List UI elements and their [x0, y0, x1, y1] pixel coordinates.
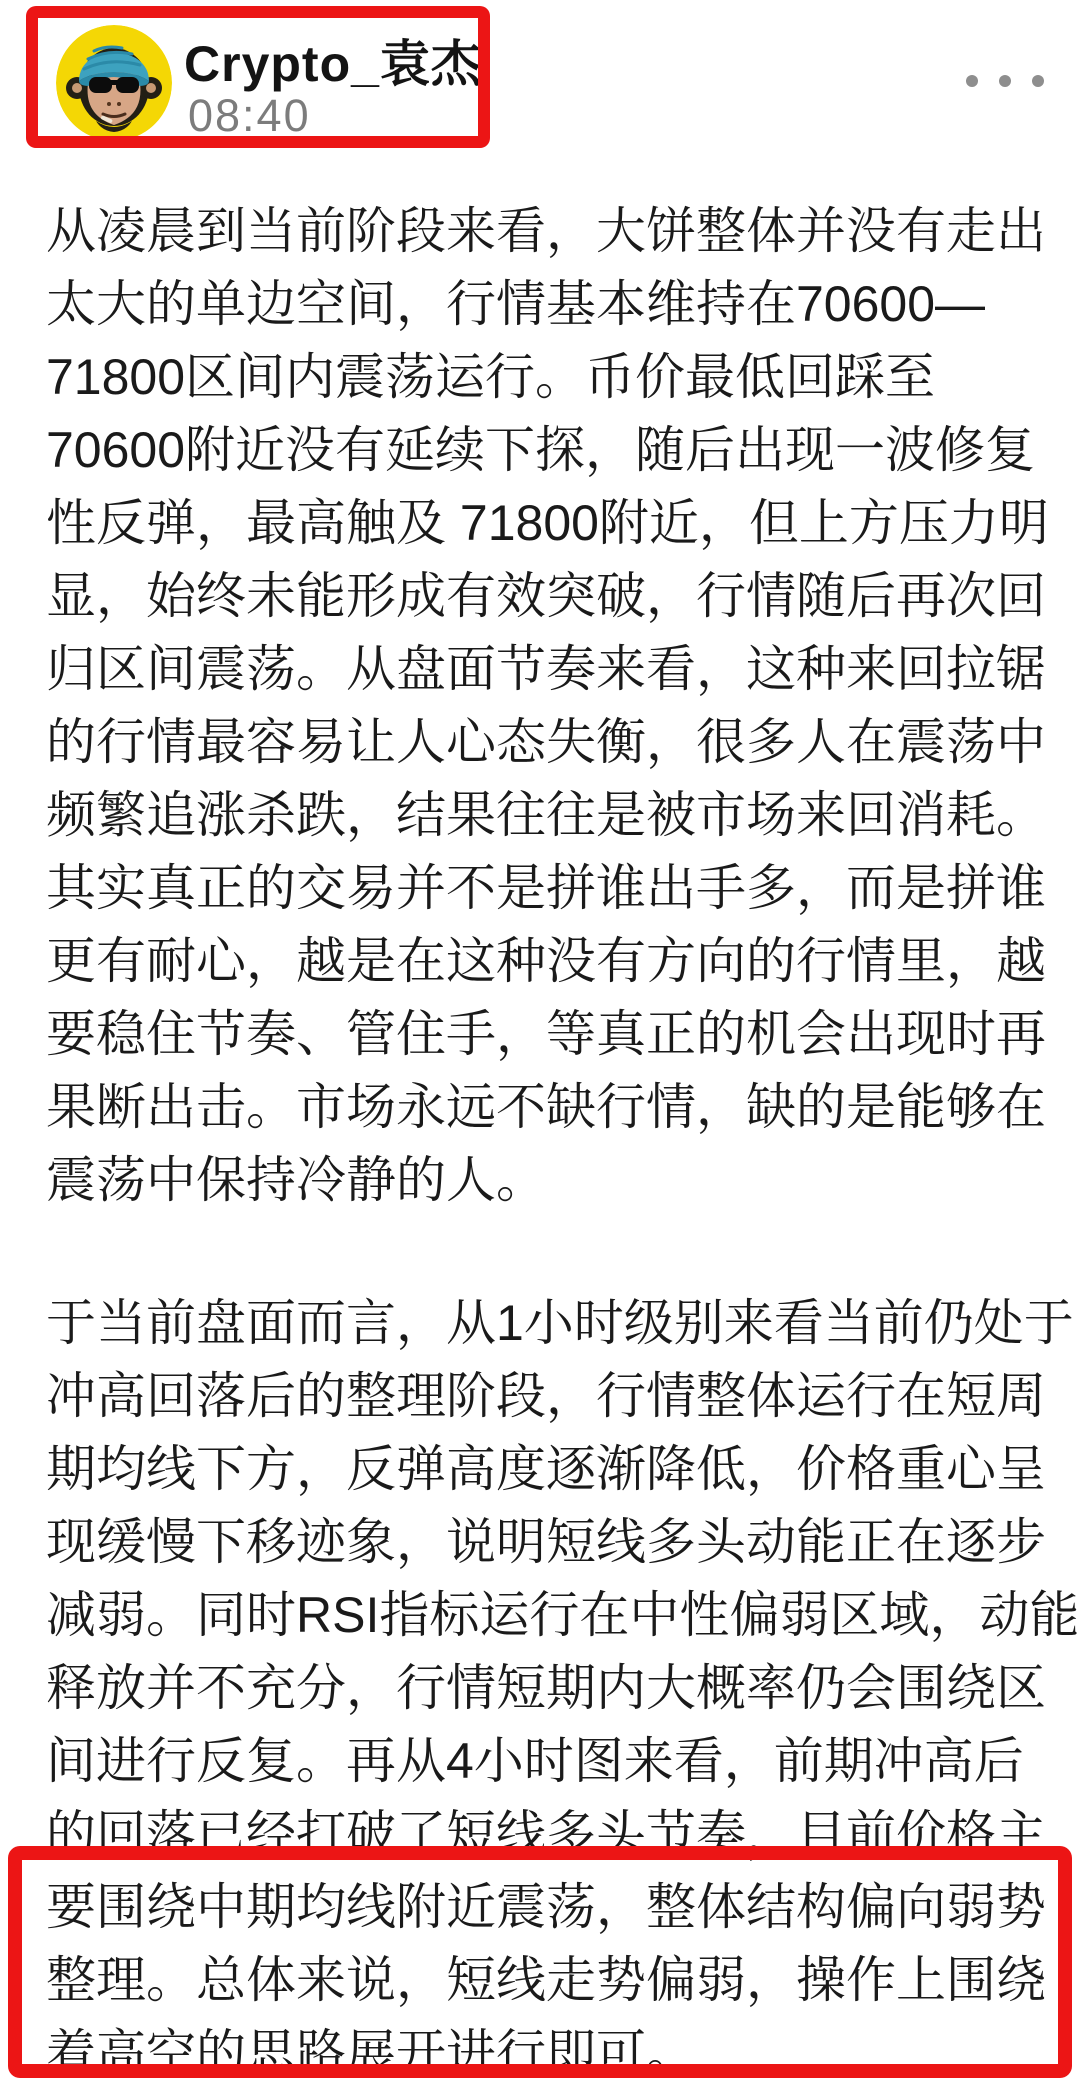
more-horizontal-icon — [999, 75, 1011, 87]
text-line: 性反弹，最高触及 71800附近，但上方压力明 — [46, 495, 1049, 551]
text-line: 太大的单边空间，行情基本维持在70600— — [46, 276, 986, 332]
avatar[interactable] — [56, 25, 172, 141]
paragraph-market-review — [46, 195, 1049, 1217]
text-line: 从凌晨到当前阶段来看，大饼整体并没有走出 — [46, 203, 1046, 259]
monkey-avatar-icon — [56, 25, 172, 141]
text-line: 归区间震荡。从盘面节奏来看，这种来回拉锯 — [46, 641, 1046, 697]
text-line: 期均线下方，反弹高度逐渐降低，价格重心呈 — [46, 1441, 1046, 1497]
text-line: 间进行反复。再从4小时图来看，前期冲高后 — [46, 1733, 1024, 1789]
text-line: 的回落已经打破了短线多头节奏，目前价格主 — [46, 1806, 1046, 1862]
text-line: 释放并不充分，行情短期内大概率仍会围绕区 — [46, 1660, 1046, 1716]
text-line: 的行情最容易让人心态失衡，很多人在震荡中 — [46, 714, 1046, 770]
text-line: 果断出击。市场永远不缺行情，缺的是能够在 — [46, 1079, 1046, 1135]
timestamp: 08:40 — [188, 90, 311, 141]
text-line: 减弱。同时RSI指标运行在中性偏弱区域，动能 — [46, 1587, 1080, 1643]
paragraph-technical-analysis — [46, 1287, 1080, 2090]
text-line: 冲高回落后的整理阶段，行情整体运行在短周 — [46, 1368, 1046, 1424]
text-line: 整理。总体来说，短线走势偏弱，操作上围绕 — [46, 1952, 1046, 2008]
text-line: 要围绕中期均线附近震荡，整体结构偏向弱势 — [46, 1879, 1046, 1935]
more-horizontal-icon — [1032, 75, 1044, 87]
text-line: 显，始终未能形成有效突破，行情随后再次回 — [46, 568, 1046, 624]
text-line: 70600附近没有延续下探，随后出现一波修复 — [46, 422, 1036, 478]
post-body — [46, 195, 1080, 2090]
text-line: 更有耐心，越是在这种没有方向的行情里，越 — [46, 933, 1046, 989]
more-options-button[interactable] — [966, 64, 1044, 98]
text-line: 71800区间内震荡运行。币价最低回踩至 — [46, 349, 936, 405]
text-line: 要稳住节奏、管住手，等真正的机会出现时再 — [46, 1006, 1046, 1062]
username[interactable]: Crypto_袁杰 — [184, 36, 482, 92]
text-line: 其实真正的交易并不是拼谁出手多，而是拼谁 — [46, 860, 1046, 916]
text-line: 震荡中保持冷静的人。 — [46, 1152, 546, 1208]
text-line: 频繁追涨杀跌，结果往往是被市场来回消耗。 — [46, 787, 1046, 843]
more-horizontal-icon — [966, 75, 978, 87]
text-line: 于当前盘面而言，从1小时级别来看当前仍处于 — [46, 1295, 1074, 1351]
text-line: 着高空的思路展开进行即可。 — [46, 2025, 696, 2081]
text-line: 现缓慢下移迹象，说明短线多头动能正在逐步 — [46, 1514, 1046, 1570]
